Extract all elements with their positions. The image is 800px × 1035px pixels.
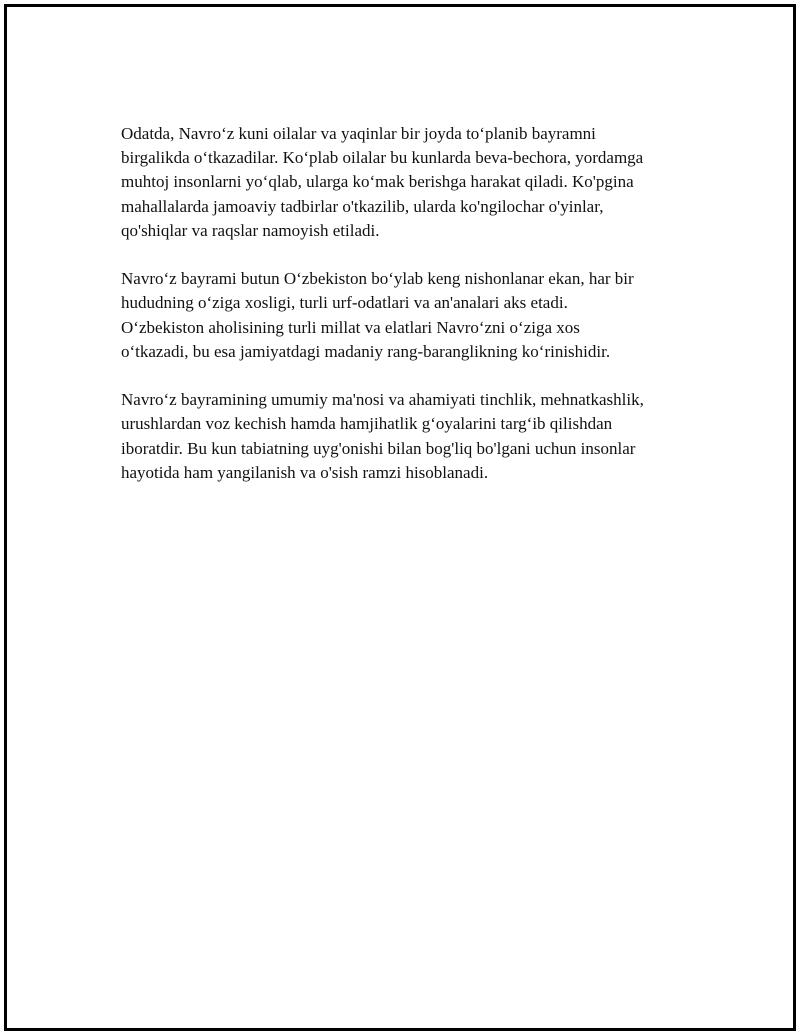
page-frame: [4, 4, 796, 1031]
paragraph-spacer: [121, 364, 701, 388]
paragraph-line: birgalikda o‘tkazadilar. Ko‘plab oilalar bu kunlarda beva-bechora, yordamga: [121, 148, 644, 168]
paragraph-line: mahallalarda jamoaviy tadbirlar o'tkazilib, ularda ko'ngilochar o'yinlar,: [121, 196, 604, 216]
paragraph-line: Navro‘z bayramining umumiy ma'nosi va ahamiyati tinchlik, mehnatkashlik,: [121, 390, 644, 410]
paragraph-line: Odatda, Navro‘z kuni oilalar va yaqinlar bir joyda to‘planib bayramni: [121, 124, 596, 143]
paragraph-line: Navro‘z bayrami butun O‘zbekiston bo‘ylab keng nishonlanar ekan, har bir: [121, 269, 634, 289]
paragraph-line: muhtoj insonlarni yo‘qlab, ularga ko‘mak berishga harakat qiladi. Ko'pgina: [121, 172, 634, 192]
document-body: [121, 122, 701, 485]
paragraph-1: [121, 122, 701, 243]
paragraph-line: O‘zbekiston aholisining turli millat va elatlari Navro‘zni o‘ziga xos: [121, 317, 580, 337]
paragraph-line: urushlardan voz kechish hamda hamjihatlik g‘oyalarini targ‘ib qilishdan: [121, 414, 613, 434]
paragraph-line: o‘tkazadi, bu esa jamiyatdagi madaniy rang-baranglikning ko‘rinishidir.: [121, 341, 611, 361]
paragraph-2: [121, 267, 701, 364]
paragraph-3: [121, 388, 701, 485]
paragraph-line: hayotida ham yangilanish va o'sish ramzi hisoblanadi.: [121, 462, 489, 482]
paragraph-line: qo'shiqlar va raqslar namoyish etiladi.: [121, 220, 380, 240]
paragraph-line: iboratdir. Bu kun tabiatning uyg'onishi bilan bog'liq bo'lgani uchun insonlar: [121, 438, 636, 458]
paragraph-line: hududning o‘ziga xosligi, turli urf-odatlari va an'analari aks etadi.: [121, 293, 568, 313]
paragraph-spacer: [121, 243, 701, 267]
